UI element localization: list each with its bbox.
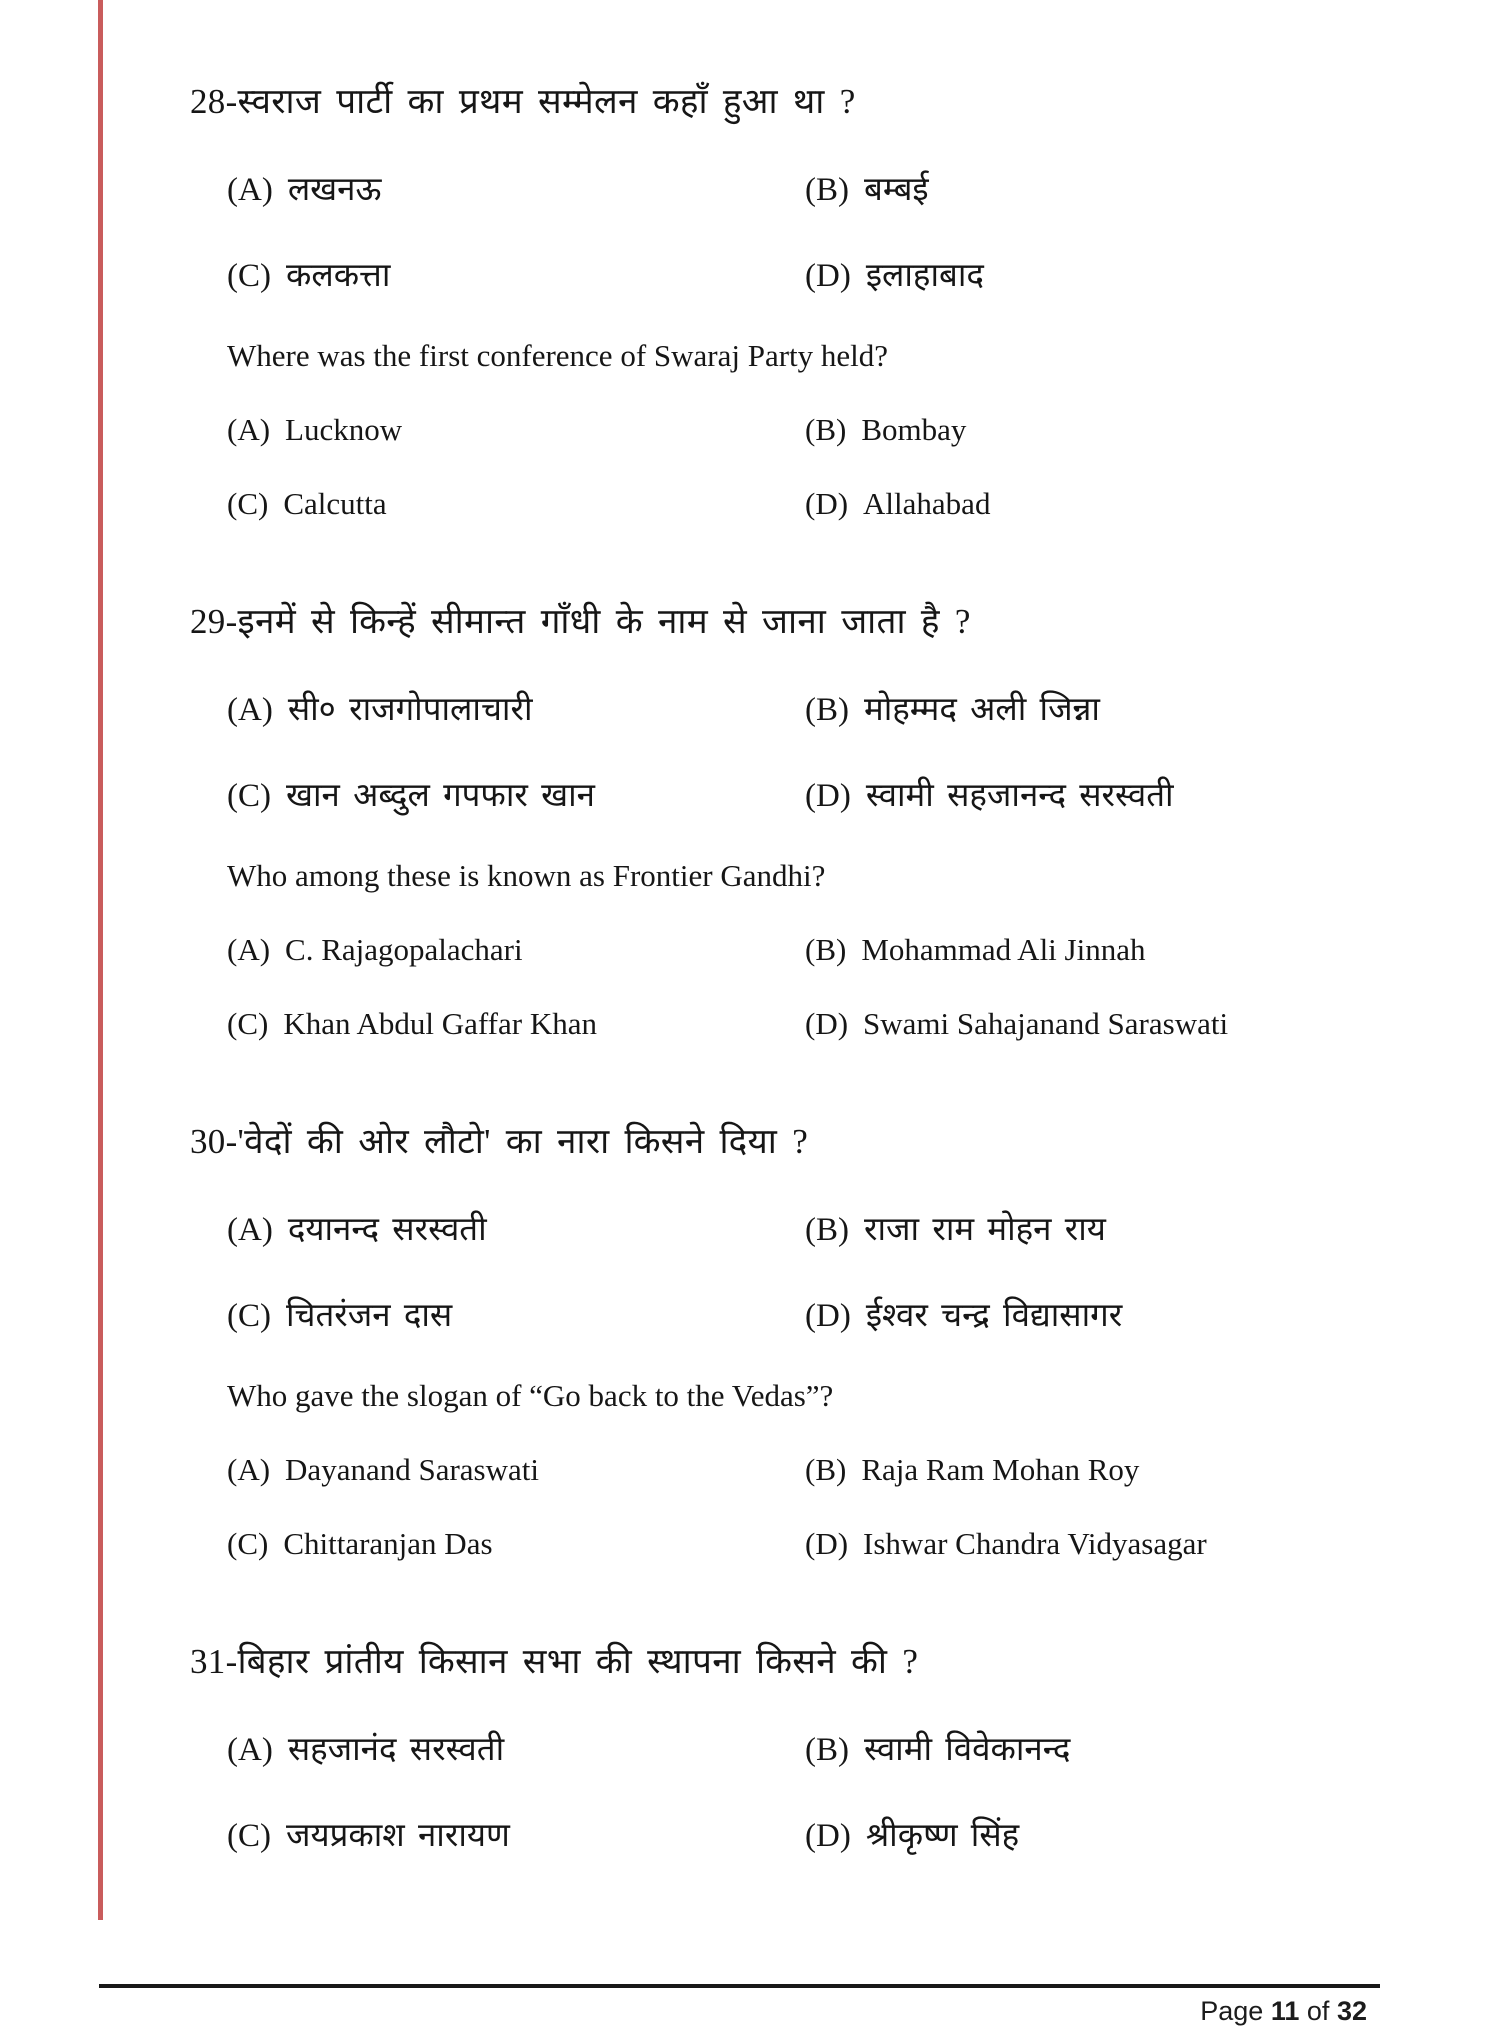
question-30-hindi-text: 30-'वेदों की ओर लौटो' का नारा किसने दिया ?	[190, 1122, 809, 1161]
option-d-english	[805, 1524, 1415, 1564]
option-label: (C)	[227, 258, 271, 294]
option-label: (A)	[227, 1212, 273, 1248]
question-29-english-text: Who among these is known as Frontier Gandhi?	[227, 858, 826, 893]
option-d-hindi	[805, 1292, 1415, 1340]
option-text: सहजानंद सरस्वती	[287, 1732, 505, 1768]
option-label: (C)	[227, 1298, 271, 1334]
option-b-english	[805, 1450, 1415, 1490]
option-a-hindi	[227, 166, 805, 214]
option-label: (D)	[805, 486, 849, 521]
option-b-hindi	[805, 166, 1415, 214]
option-c-english	[227, 484, 805, 524]
option-label: (C)	[227, 486, 269, 521]
option-d-hindi	[805, 252, 1415, 300]
option-text: स्वामी विवेकानन्द	[864, 1732, 1071, 1768]
option-label: (D)	[805, 778, 851, 814]
question-28-hindi-text: 28-स्वराज पार्टी का प्रथम सम्मेलन कहाँ हुआ था ?	[190, 82, 856, 121]
option-text: Dayanand Saraswati	[285, 1452, 539, 1487]
question-30-english-text: Who gave the slogan of “Go back to the Vedas”?	[227, 1378, 834, 1413]
option-b-hindi	[805, 686, 1415, 734]
option-label: (A)	[227, 1452, 271, 1487]
option-b-hindi	[805, 1206, 1415, 1254]
option-d-hindi	[805, 772, 1415, 820]
option-text: दयानन्द सरस्वती	[287, 1212, 487, 1248]
option-c-hindi	[227, 1812, 805, 1860]
option-label: (B)	[805, 932, 847, 967]
question-28-hindi-options	[227, 166, 1415, 300]
question-31-hindi-options	[227, 1726, 1415, 1860]
option-text: Raja Ram Mohan Roy	[861, 1452, 1140, 1487]
option-label: (C)	[227, 1818, 271, 1854]
option-text: लखनऊ	[287, 172, 382, 208]
option-text: Bombay	[861, 412, 967, 447]
page-footer	[1200, 1996, 1367, 2027]
option-text: चितरंजन दास	[286, 1298, 453, 1334]
option-label: (A)	[227, 932, 271, 967]
option-d-english	[805, 1004, 1415, 1044]
option-label: (C)	[227, 778, 271, 814]
question-30-english-options	[227, 1450, 1415, 1564]
option-text: राजा राम मोहन राय	[864, 1212, 1106, 1248]
option-text: इलाहाबाद	[865, 258, 984, 294]
option-label: (A)	[227, 412, 271, 447]
option-a-hindi	[227, 686, 805, 734]
option-text: Swami Sahajanand Saraswati	[863, 1006, 1229, 1041]
option-c-hindi	[227, 772, 805, 820]
option-text: श्रीकृष्ण सिंह	[865, 1818, 1020, 1854]
option-label: (D)	[805, 1526, 849, 1561]
option-c-hindi	[227, 1292, 805, 1340]
option-text: Ishwar Chandra Vidyasagar	[863, 1526, 1207, 1561]
option-label: (D)	[805, 258, 851, 294]
option-d-hindi	[805, 1812, 1415, 1860]
option-text: स्वामी सहजानन्द सरस्वती	[865, 778, 1174, 814]
option-label: (B)	[805, 412, 847, 447]
option-text: मोहम्मद अली जिन्ना	[864, 692, 1100, 728]
option-a-english	[227, 930, 805, 970]
question-28-english-text: Where was the first conference of Swaraj Party held?	[227, 338, 889, 373]
option-text: Khan Abdul Gaffar Khan	[283, 1006, 597, 1041]
option-text: कलकत्ता	[286, 258, 391, 294]
option-label: (B)	[805, 1452, 847, 1487]
option-label: (D)	[805, 1006, 849, 1041]
option-label: (B)	[805, 692, 849, 728]
footer-of-label: of	[1306, 1996, 1330, 2026]
question-28-english-options	[227, 410, 1415, 524]
question-29-hindi-text: 29-इनमें से किन्हें सीमान्त गाँधी के नाम से जाना जाता है ?	[190, 602, 971, 641]
option-text: Chittaranjan Das	[283, 1526, 493, 1561]
option-label: (C)	[227, 1006, 269, 1041]
option-text: Calcutta	[283, 486, 387, 521]
footer-total-pages: 32	[1336, 1996, 1367, 2026]
option-d-english	[805, 484, 1415, 524]
option-label: (D)	[805, 1818, 851, 1854]
option-c-english	[227, 1004, 805, 1044]
question-29-hindi-options	[227, 686, 1415, 820]
option-label: (B)	[805, 1732, 849, 1768]
option-a-hindi	[227, 1726, 805, 1774]
question-29-english-options	[227, 930, 1415, 1044]
option-b-english	[805, 930, 1415, 970]
option-c-english	[227, 1524, 805, 1564]
option-b-english	[805, 410, 1415, 450]
option-label: (A)	[227, 172, 273, 208]
question-31-hindi-text: 31-बिहार प्रांतीय किसान सभा की स्थापना किसने की ?	[190, 1642, 919, 1681]
question-30	[0, 1118, 1505, 1564]
question-29	[0, 598, 1505, 1044]
option-label: (C)	[227, 1526, 269, 1561]
question-31	[0, 1638, 1505, 1860]
option-label: (A)	[227, 1732, 273, 1768]
option-text: जयप्रकाश नारायण	[286, 1818, 510, 1854]
footer-page-label: Page	[1200, 1996, 1264, 2026]
option-text: सी० राजगोपालाचारी	[287, 692, 533, 728]
option-label: (B)	[805, 172, 849, 208]
option-a-hindi	[227, 1206, 805, 1254]
option-label: (D)	[805, 1298, 851, 1334]
option-text: Mohammad Ali Jinnah	[861, 932, 1146, 967]
option-text: ईश्वर चन्द्र विद्यासागर	[865, 1298, 1123, 1334]
option-label: (B)	[805, 1212, 849, 1248]
footer-page-number: 11	[1270, 1996, 1300, 2026]
option-a-english	[227, 410, 805, 450]
option-text: C. Rajagopalachari	[285, 932, 523, 967]
option-b-hindi	[805, 1726, 1415, 1774]
option-c-hindi	[227, 252, 805, 300]
option-label: (A)	[227, 692, 273, 728]
option-text: Lucknow	[285, 412, 403, 447]
option-text: बम्बई	[864, 172, 929, 208]
left-margin-scan-line	[98, 0, 103, 1920]
option-text: खान अब्दुल गपफार खान	[286, 778, 595, 814]
option-text: Allahabad	[863, 486, 991, 521]
footer-divider-line	[99, 1984, 1380, 1988]
question-28	[0, 78, 1505, 524]
option-a-english	[227, 1450, 805, 1490]
question-30-hindi-options	[227, 1206, 1415, 1340]
